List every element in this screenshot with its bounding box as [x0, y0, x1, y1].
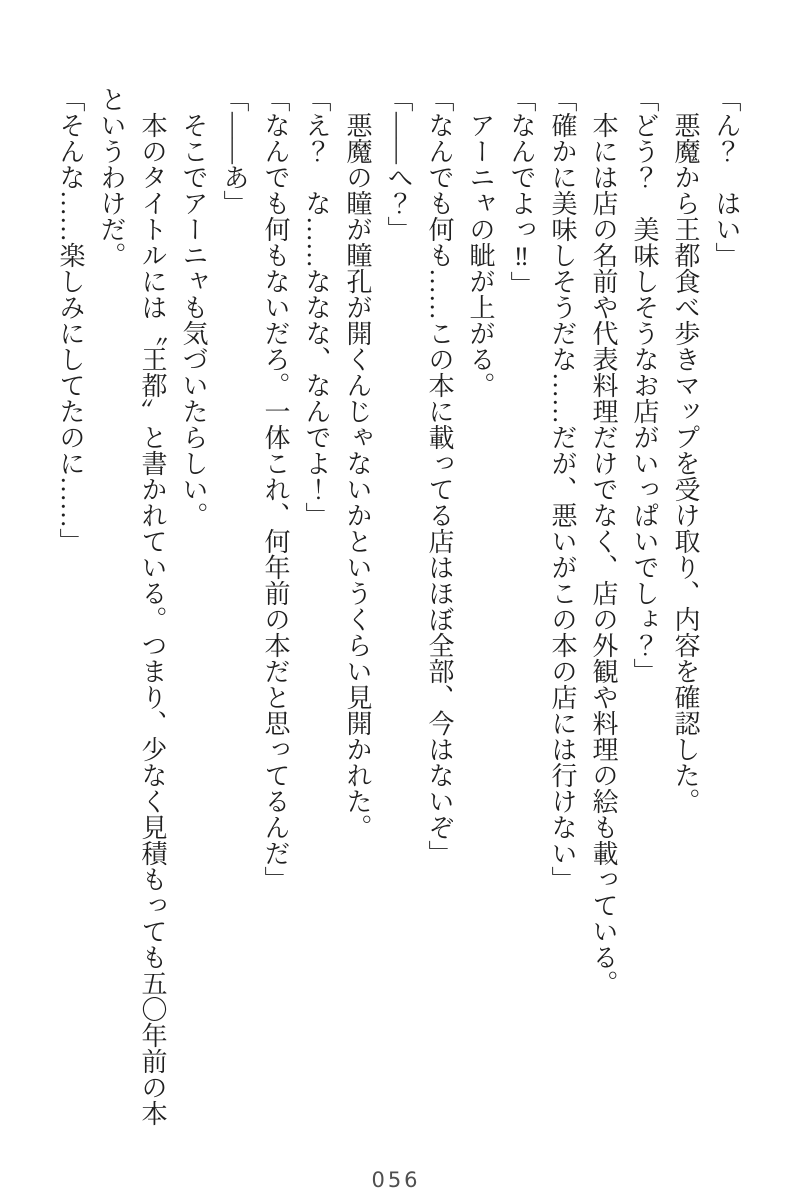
- text-line: 本には店の名前や代表料理だけでなく、店の外観や料理の絵も載っている。: [589, 112, 618, 996]
- vertical-text-block: [47, 86, 747, 1136]
- text-line: 悪魔の瞳が瞳孔が開くんじゃないかというくらい見開かれた。: [343, 112, 372, 840]
- text-line: 「そんな……楽しみにしてたのに……」: [56, 86, 85, 554]
- text-line: 悪魔から王都食べ歩きマップを受け取り、内容を確認した。: [671, 112, 700, 814]
- text-line: 「――へ？」: [384, 86, 413, 242]
- text-line: 「なんでよっ‼」: [507, 86, 536, 297]
- text-line: 「確かに美味しそうだな……だが、悪いがこの本の店には行けない」: [548, 86, 577, 892]
- page-number: 056: [371, 1168, 421, 1192]
- text-line: というわけだ。: [97, 86, 126, 268]
- text-line: 本のタイトルには〝王都〟と書かれている。つまり、少なく見積もっても五〇年前の本: [138, 112, 167, 1126]
- text-line: 「――あ」: [220, 86, 249, 216]
- text-line: そこでアーニャも気づいたらしい。: [179, 112, 208, 528]
- text-line: 「なんでも何も……この本に載ってる店はほぼ全部、今はないぞ」: [425, 86, 454, 866]
- text-line: アーニャの眦が上がる。: [466, 112, 495, 398]
- text-line: 「どう？ 美味しそうなお店がいっぱいでしょ？」: [630, 86, 659, 684]
- text-line: 「え？ な……ななな、なんでよ！」: [302, 86, 331, 528]
- text-line: 「ん？ はい」: [712, 86, 741, 268]
- text-line: 「なんでも何もないだろ。一体これ、何年前の本だと思ってるんだ」: [261, 86, 290, 892]
